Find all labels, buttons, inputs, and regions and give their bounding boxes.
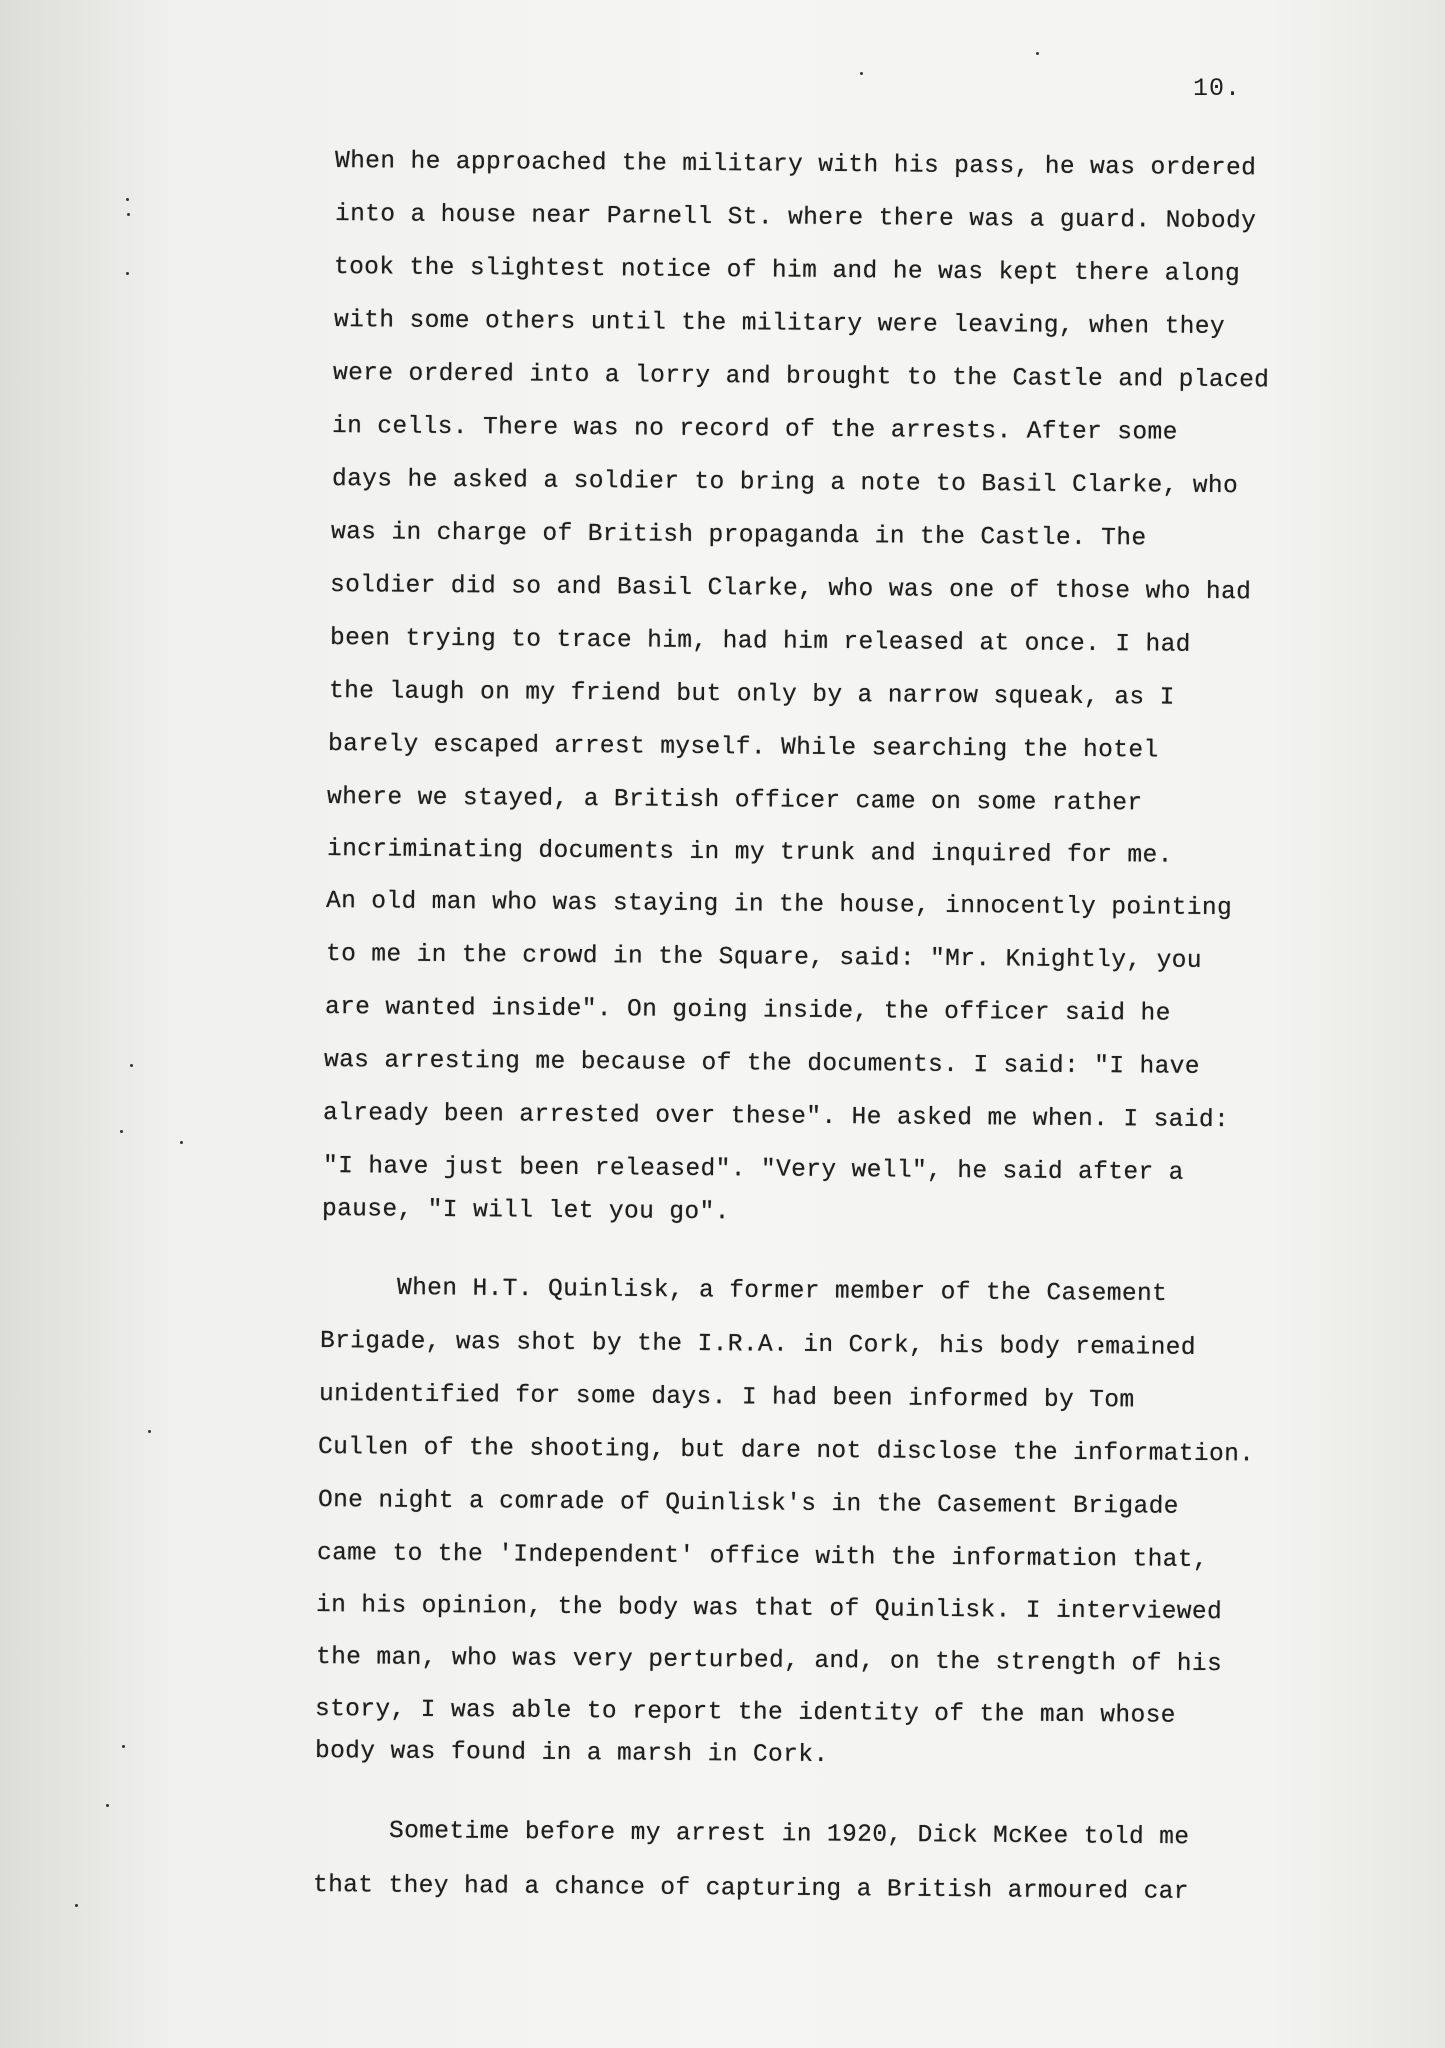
scan-speck	[148, 1430, 151, 1433]
text-line: was arresting me because of the documents. I said: "I have	[323, 1047, 1201, 1081]
text-line: An old man who was staying in the house, innocently pointing	[325, 888, 1233, 923]
page-number: 10.	[1193, 74, 1242, 103]
text-line: "I have just been released". "Very well", he said after a	[322, 1153, 1184, 1187]
text-line: When H.T. Quinlisk, a former member of the Casement	[396, 1275, 1168, 1309]
text-line: One night a comrade of Quinlisk's in the Casement Brigade	[317, 1487, 1179, 1521]
text-line: was in charge of British propaganda in the Castle. The	[330, 519, 1147, 553]
text-line: Brigade, was shot by the I.R.A. in Cork, his body remained	[319, 1328, 1197, 1362]
text-line: Cullen of the shooting, but dare not disclose the information.	[317, 1434, 1255, 1469]
text-line: unidentified for some days. I had been informed by Tom	[318, 1381, 1135, 1415]
text-line: incriminating documents in my trunk and inquired for me.	[326, 836, 1173, 870]
scan-speck	[75, 1904, 78, 1907]
text-line: with some others until the military were leaving, when they	[333, 307, 1226, 341]
text-line: are wanted inside". On going inside, the officer said he	[324, 994, 1171, 1028]
text-line: in his opinion, the body was that of Quinlisk. I interviewed	[315, 1592, 1223, 1627]
text-line: came to the 'Independent' office with the information that,	[316, 1540, 1209, 1574]
text-line: were ordered into a lorry and brought to the Castle and placed	[332, 360, 1270, 395]
text-line: where we stayed, a British officer came on some rather	[326, 784, 1143, 818]
text-line: that they had a chance of capturing a British armoured car	[312, 1872, 1190, 1906]
scan-speck	[120, 1130, 123, 1133]
text-line: the man, who was very perturbed, and, on the strength of his	[315, 1644, 1223, 1679]
scan-speck	[130, 1064, 133, 1067]
text-line: to me in the crowd in the Square, said: "Mr. Knightly, you	[325, 941, 1203, 975]
scan-speck	[106, 1804, 109, 1807]
text-line: in cells. There was no record of the arrests. After some	[331, 413, 1178, 447]
text-line: into a house near Parnell St. where there was a guard. Nobody	[334, 201, 1257, 236]
text-line: days he asked a soldier to bring a note to Basil Clarke, who	[331, 466, 1239, 501]
text-line: story, I was able to report the identity of the man whose	[314, 1696, 1176, 1730]
text-line: Sometime before my arrest in 1920, Dick McKee told me	[388, 1818, 1190, 1852]
text-line: took the slightest notice of him and he was kept there along	[333, 254, 1241, 289]
scan-speck	[122, 1745, 125, 1748]
text-line: pause, "I will let you go".	[321, 1196, 730, 1227]
text-line: barely escaped arrest myself. While searching the hotel	[327, 731, 1159, 765]
text-line: already been arrested over these". He asked me when. I said:	[322, 1100, 1230, 1135]
scan-speck	[860, 72, 863, 75]
scan-speck	[126, 272, 129, 275]
text-line: body was found in a marsh in Cork.	[314, 1738, 829, 1770]
scan-speck	[126, 198, 129, 201]
text-line: been trying to trace him, had him released at once. I had	[329, 625, 1191, 659]
text-line: When he approached the military with his pass, he was ordered	[334, 148, 1257, 183]
scan-speck	[1036, 52, 1039, 55]
scan-speck	[180, 1141, 183, 1144]
scan-speck	[127, 213, 130, 216]
text-line: soldier did so and Basil Clarke, who was one of those who had	[329, 572, 1252, 607]
text-line: the laugh on my friend but only by a narrow squeak, as I	[328, 678, 1175, 712]
